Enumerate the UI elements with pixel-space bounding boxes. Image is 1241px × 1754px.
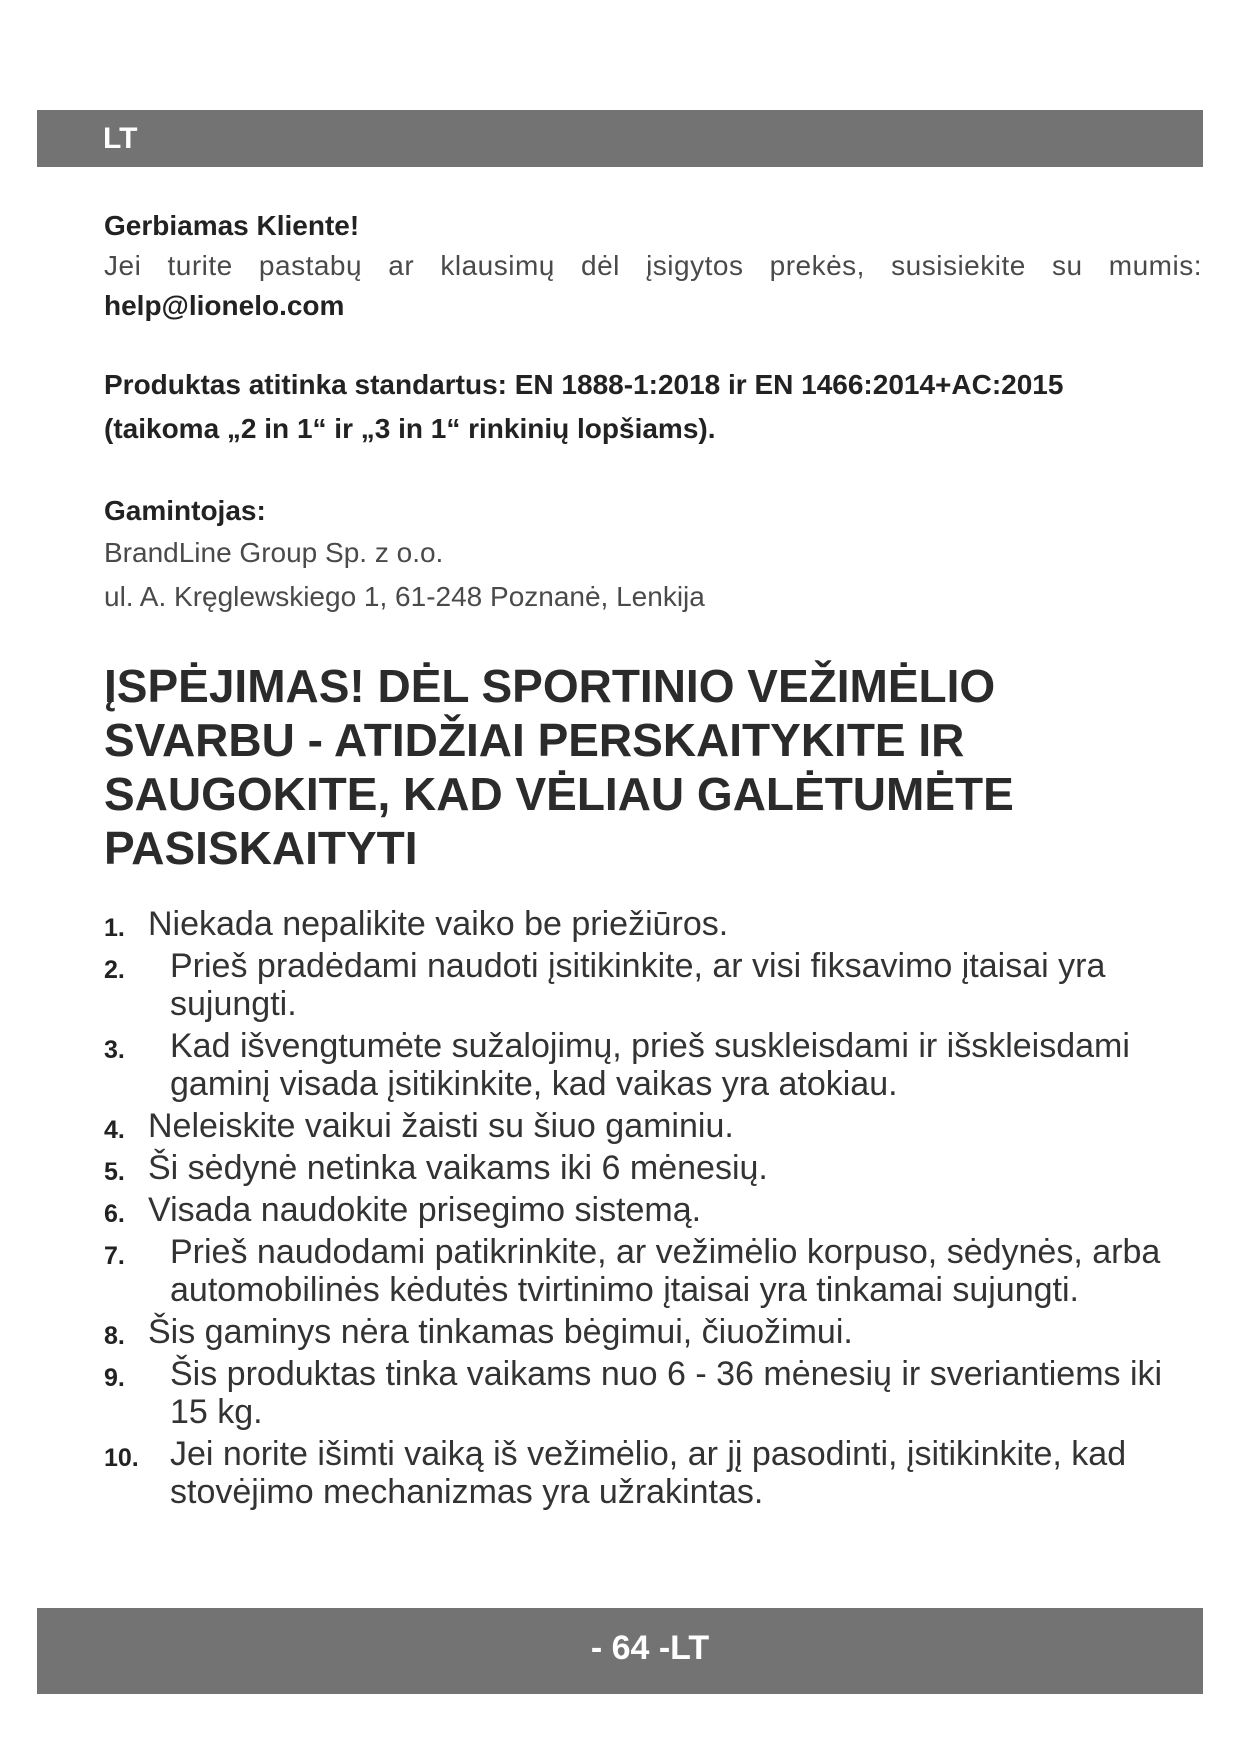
list-item-number: 5. — [104, 1158, 125, 1186]
footer-bar — [37, 1608, 1203, 1694]
list-item-text: Niekada nepalikite vaiko be priežiūros. — [148, 905, 729, 943]
warning-list — [104, 905, 1202, 1511]
list-item — [104, 1149, 1202, 1187]
greeting: Gerbiamas Kliente! — [104, 210, 360, 241]
list-item-number: 9. — [104, 1364, 125, 1392]
manufacturer-address: ul. A. Kręglewskiego 1, 61-248 Poznanė, Lenkija — [104, 581, 705, 612]
list-item-number: 4. — [104, 1116, 125, 1144]
standards-block — [104, 363, 1202, 451]
page-number: - 64 -LT — [590, 1629, 710, 1667]
page-content — [104, 200, 1202, 1515]
header-bar — [37, 110, 1203, 167]
list-item — [104, 1107, 1202, 1145]
warning-title: ĮSPĖJIMAS! DĖL SPORTINIO VEŽIMĖLIO SVARBU - ATIDŽIAI PERSKAITYKITE IR SAUGOKITE, KAD VĖLIAU GALĖTUMĖTE PASISKAITYTI — [104, 660, 1014, 874]
list-item-number: 2. — [104, 956, 125, 984]
standards-line-1: Produktas atitinka standartus: EN 1888-1:2018 ir EN 1466:2014+AC:2015 — [104, 369, 1064, 400]
language-label: LT — [103, 122, 138, 155]
list-item — [104, 1233, 1202, 1309]
list-item — [104, 1355, 1202, 1431]
manufacturer-title: Gamintojas: — [104, 495, 266, 526]
list-item-number: 6. — [104, 1200, 125, 1228]
list-item-text: Šis produktas tinka vaikams nuo 6 - 36 mėnesių ir sveriantiems iki 15 kg. — [170, 1355, 1163, 1431]
list-item-number: 3. — [104, 1036, 125, 1064]
list-item — [104, 905, 1202, 943]
list-item-text: Prieš naudodami patikrinkite, ar vežimėlio korpuso, sėdynės, arba automobilinės kėdutės tvirtinimo įtaisai yra tinkamai sujungti. — [170, 1233, 1161, 1309]
contact-email: help@lionelo.com — [104, 290, 345, 321]
list-item — [104, 1027, 1202, 1103]
list-item-text: Prieš pradėdami naudoti įsitikinkite, ar visi fiksavimo įtaisai yra sujungti. — [170, 947, 1106, 1023]
list-item-text: Jei norite išimti vaiką iš vežimėlio, ar jį pasodinti, įsitikinkite, kad stovėjimo mechanizmas yra užrakintas. — [170, 1435, 1127, 1511]
list-item — [104, 947, 1202, 1023]
list-item — [104, 1191, 1202, 1229]
list-item-text: Ši sėdynė netinka vaikams iki 6 mėnesių. — [148, 1149, 768, 1187]
list-item-number: 8. — [104, 1322, 125, 1350]
list-item-number: 7. — [104, 1242, 125, 1270]
list-item-text: Šis gaminys nėra tinkamas bėgimui, čiuožimui. — [148, 1313, 853, 1351]
list-item-number: 1. — [104, 914, 125, 942]
list-item — [104, 1313, 1202, 1351]
contact-text: Jei turite pastabų ar klausimų dėl įsigytos prekės, susisiekite su mumis: — [104, 250, 1202, 281]
list-item-text: Visada naudokite prisegimo sistemą. — [148, 1191, 702, 1229]
list-item — [104, 1435, 1202, 1511]
manufacturer-name: BrandLine Group Sp. z o.o. — [104, 537, 444, 568]
list-item-text: Kad išvengtumėte sužalojimų, prieš suskleisdami ir išskleisdami gaminį visada įsitikinkite, kad vaikas yra atokiau. — [170, 1027, 1130, 1103]
list-item-text: Neleiskite vaikui žaisti su šiuo gaminiu. — [148, 1107, 734, 1145]
standards-line-2: (taikoma „2 in 1“ ir „3 in 1“ rinkinių lopšiams). — [104, 413, 716, 444]
list-item-number: 10. — [104, 1444, 139, 1472]
